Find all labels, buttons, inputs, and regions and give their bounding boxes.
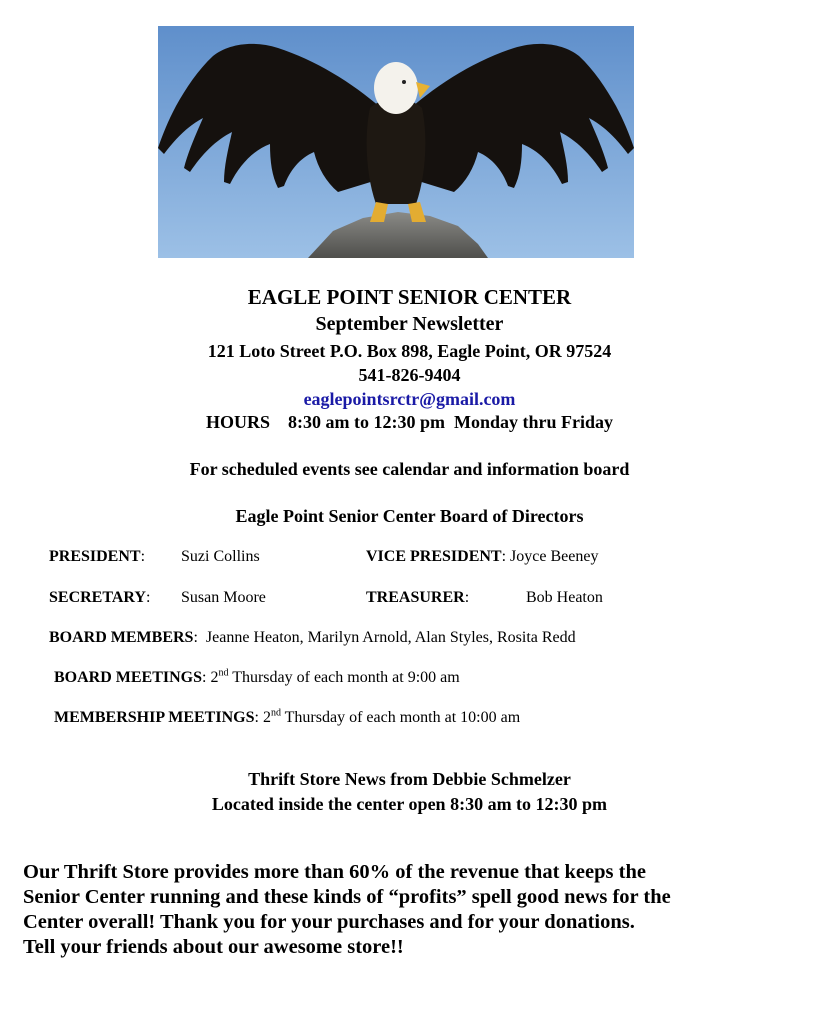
board-meetings-label: BOARD MEETINGS	[54, 669, 203, 686]
thrift-paragraph-line: Our Thrift Store provides more than 60% of the revenue that keeps the	[23, 861, 646, 883]
page-title: EAGLE POINT SENIOR CENTER	[247, 285, 572, 309]
bald-eagle-icon	[158, 26, 634, 258]
membership-meetings-row: MEMBERSHIP MEETINGS: 2nd Thursday of each month at 10:00 am	[54, 707, 521, 726]
membership-meetings-text: Thursday of each month at 10:00 am	[280, 709, 521, 726]
address: 121 Loto Street P.O. Box 898, Eagle Point, OR 97524	[207, 341, 612, 361]
thrift-paragraph-line: Senior Center running and these kinds of “profits” spell good news for the	[23, 886, 671, 908]
board-heading: Eagle Point Senior Center Board of Directors	[235, 506, 584, 526]
thrift-location: Located inside the center open 8:30 am to 12:30 pm	[211, 794, 608, 814]
board-members-label: BOARD MEMBERS	[49, 629, 194, 646]
newsletter-subtitle: September Newsletter	[315, 313, 504, 335]
events-note: For scheduled events see calendar and information board	[189, 459, 630, 479]
secretary-name: Susan Moore	[181, 589, 266, 606]
board-meetings-row: BOARD MEETINGS: 2nd Thursday of each month at 9:00 am	[54, 667, 460, 686]
board-meetings-ordinal: nd	[218, 667, 229, 679]
membership-meetings-label: MEMBERSHIP MEETINGS	[54, 709, 255, 726]
hours: HOURS 8:30 am to 12:30 pm Monday thru Friday	[205, 412, 613, 432]
thrift-paragraph-line: Tell your friends about our awesome store!!	[23, 936, 404, 958]
vice-president-name: Joyce Beeney	[510, 548, 599, 565]
thrift-paragraph	[23, 860, 803, 960]
board-meetings-text: Thursday of each month at 9:00 am	[228, 669, 460, 686]
eagle-photo	[158, 26, 634, 258]
thrift-heading: Thrift Store News from Debbie Schmelzer	[248, 769, 571, 789]
treasurer-label: TREASURER	[366, 589, 465, 606]
vice-president-row: VICE PRESIDENT: Joyce Beeney	[366, 548, 599, 565]
treasurer-name: Bob Heaton	[526, 589, 603, 606]
board-members-row: BOARD MEMBERS: Jeanne Heaton, Marilyn Arnold, Alan Styles, Rosita Redd	[49, 629, 576, 646]
secretary-label-row: SECRETARY:	[49, 589, 151, 606]
vice-president-label: VICE PRESIDENT	[366, 548, 502, 565]
secretary-label: SECRETARY	[49, 589, 146, 606]
membership-meetings-ordinal: nd	[270, 707, 281, 719]
president-label-row: PRESIDENT:	[49, 548, 146, 565]
email-link[interactable]: eaglepointsrctr@gmail.com	[303, 389, 516, 409]
president-label: PRESIDENT	[49, 548, 141, 565]
board-meetings-day: 2	[210, 669, 219, 686]
board-members-names: Jeanne Heaton, Marilyn Arnold, Alan Styles, Rosita Redd	[205, 629, 576, 646]
president-name: Suzi Collins	[181, 548, 260, 565]
thrift-paragraph-line: Center overall! Thank you for your purchases and for your donations.	[23, 911, 635, 933]
phone-number: 541-826-9404	[358, 365, 461, 385]
treasurer-label-row: TREASURER:	[366, 589, 470, 606]
membership-meetings-day: 2	[262, 709, 271, 726]
